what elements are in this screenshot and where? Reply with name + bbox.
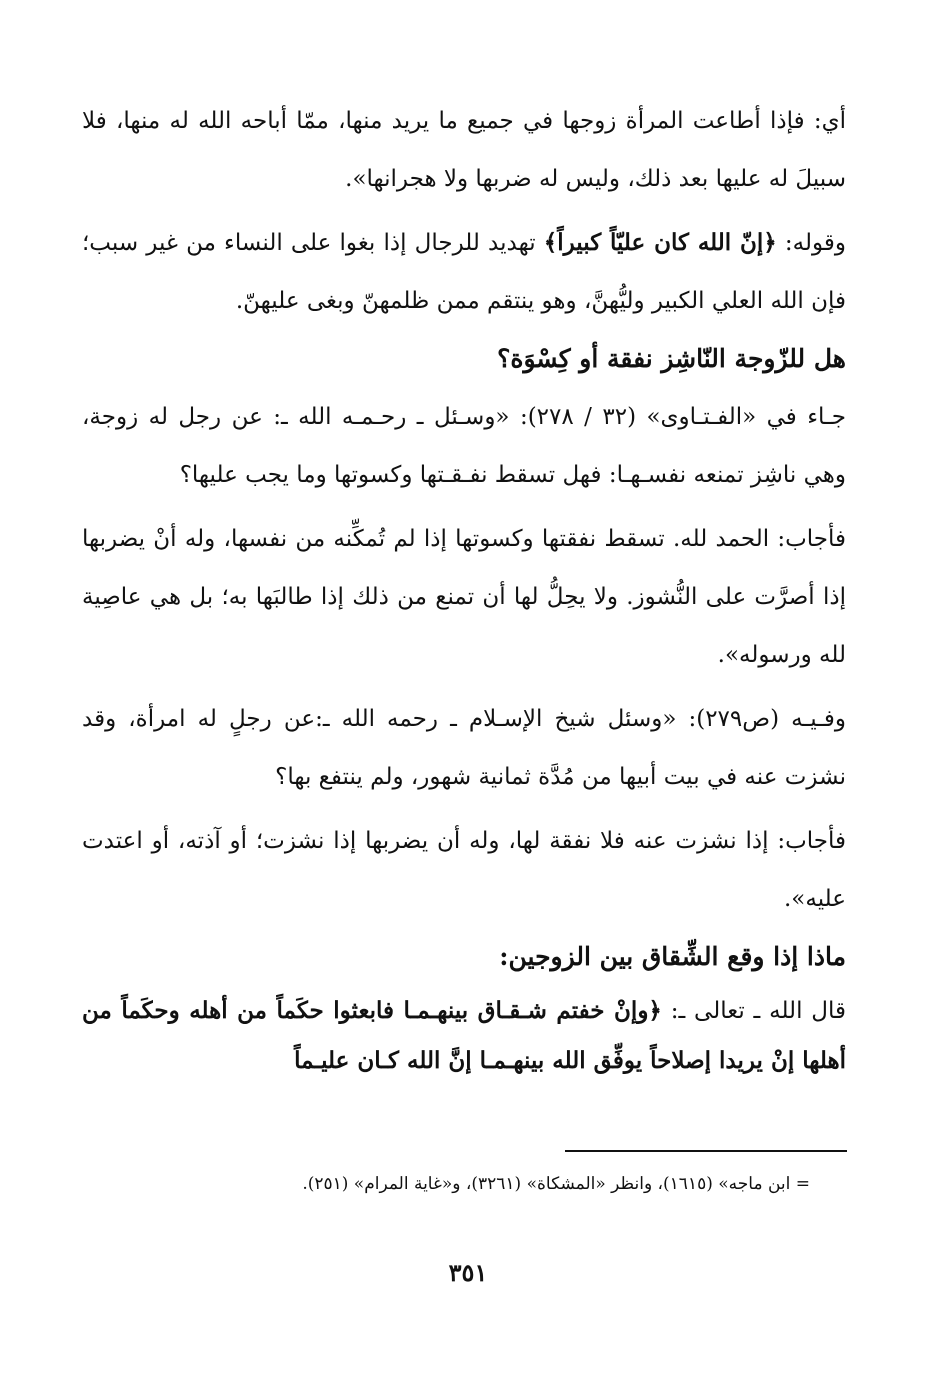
paragraph-second-answer: فأجاب: إذا نشزت عنه فلا نفقة لها، وله أن يضربها إذا نشزت؛ أو آذته، أو اعتدت عليه». [82, 828, 846, 912]
quran-verse-1: ﴿إنّ الله كان عليّاً كبيراً﴾ [543, 229, 777, 256]
paragraph-quran [82, 986, 846, 1086]
footnote-divider [565, 1150, 847, 1152]
paragraph-1-line-1: أي: فإذا أطاعت المرأة زوجها في جميع ما يريد منها، ممّا أباحه الله له منها، فلا [82, 108, 846, 134]
quran-verse-2: ﴿وإنْ خفتم شـقـاق بينهـمـا فابعثوا حكَماً من أهله وحكَماً من أهلها إنْ يريدا إصلاحاً يوفِّق الله بينهـمـا إنَّ الله كـان عليـماً [82, 997, 846, 1074]
page-body [82, 92, 846, 1086]
section-heading-shiqaq: ماذا إذا وقع الشِّقاق بين الزوجين: [499, 942, 846, 971]
page-number: ٣٥١ [448, 1258, 488, 1287]
section-heading-nashiz: هل للزّوجة النّاشِز نفقة أو كِسْوَة؟ [497, 344, 846, 373]
paragraph-quran-intro: قال الله ـ تعالى ـ: [661, 998, 846, 1024]
paragraph-fatawa-question: جـاء في «الفـتـاوى» (٣٢ / ٢٧٨): «وسـئل ـ رحـمـه الله ـ: عن رجل له زوجة، وهي ناشِز تمنعه نفسـهـا: فهل تسقط نفـقـتها وكسوتها وما يجب عليها؟ [82, 404, 847, 488]
paragraph-2-intro: وقوله: [776, 230, 847, 256]
paragraph-fatawa-answer: فأجاب: الحمد لله. تسقط نفقتها وكسوتها إذا لم تُمكِّنه من نفسها، وله أنْ يضربها إذا أصرَّت على النُّشوز. ولا يحِلُّ لها أن تمنع من ذلك إذا طالبَها به؛ بل هي عاصِية لله ورسوله». [82, 526, 846, 668]
paragraph-2-rest: تهديد للرجال إذا بغوا على النساء من غير سبب؛ فإن الله العلي الكبير وليُّهنَّ، وهو ينتقم ممن ظلمهنّ وبغى عليهنّ. [82, 230, 846, 314]
footnote: = ابن ماجه» (١٦١٥)، وانظر «المشكاة» (٣٢٦١)، و«غاية المرام» (٢٥١). [302, 1174, 810, 1194]
paragraph-second-question: وفـيـه (ص٢٧٩): «وسئل شيخ الإسـلام ـ رحمه الله ـ:عن رجلٍ له امرأة، وقد نشزت عنه في بيت أبيها من مُدَّة ثمانية شهور، ولم ينتفع بها؟ [82, 706, 846, 790]
paragraph-2 [82, 214, 846, 330]
paragraph-1 [82, 92, 846, 208]
paragraph-1-line-2: سبيلَ له عليها بعد ذلك، وليس له ضربها ولا هجرانها». [345, 166, 846, 192]
